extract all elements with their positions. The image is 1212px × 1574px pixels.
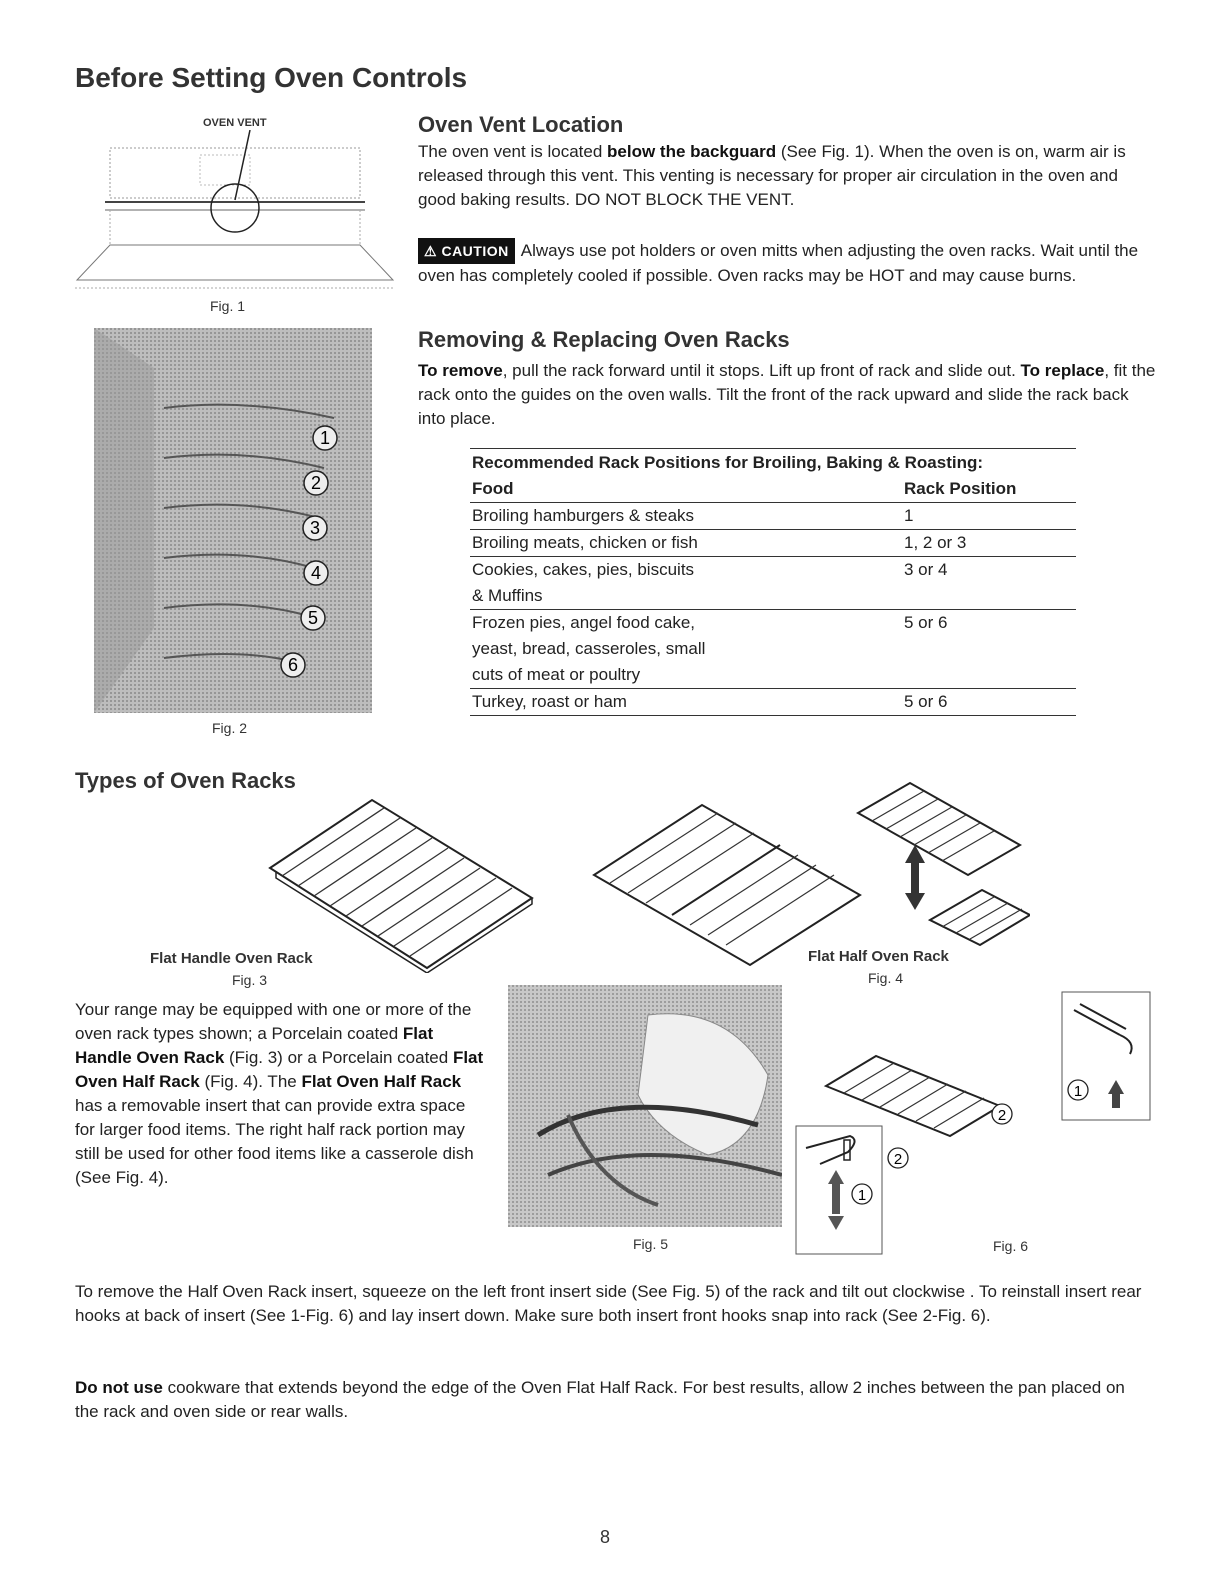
fig6-caption: Fig. 6 [993, 1238, 1029, 1254]
rack-position-1: 1 [319, 428, 331, 448]
remove-paragraph: To remove, pull the rack forward until it stops. Lift up front of rack and slide out. To replace, fit the rack onto the guides on the oven walls. Tilt the front of the rack upward and slide the rack back into place. [418, 361, 1156, 428]
fig4-caption: Fig. 4 [868, 970, 904, 986]
rack-position-2: 2 [310, 473, 322, 493]
oven-vent-label: OVEN VENT [203, 117, 267, 129]
rack-position-6: 6 [287, 655, 299, 675]
page-number: 8 [600, 1527, 611, 1547]
table-row: Turkey, roast or ham 5 or 6 [470, 689, 1076, 716]
rack-position-5: 5 [307, 608, 319, 628]
rack-types-paragraph: Your range may be equipped with one or more of the oven rack types shown; a Porcelain coated Flat Handle Oven Rack (Fig. 3) or a Porcelain coated Flat Oven Half Rack (Fig. 4). The Flat Oven Half Rack has a removable insert that can provide extra space for larger food items. The right half rack portion may still be used for other food items like a casserole dish (See Fig. 4). [75, 1000, 484, 1187]
rack-position-3: 3 [309, 518, 321, 538]
col-position-header: Rack Position [904, 479, 1017, 498]
do-not-use-paragraph: Do not use cookware that extends beyond the edge of the Oven Flat Half Rack. For best results, allow 2 inches between the pan placed on the rack and oven side or rear walls. [75, 1378, 1125, 1421]
table-title: Recommended Rack Positions for Broiling, Baking & Roasting: [470, 449, 1076, 477]
removing-heading: Removing & Replacing Oven Racks [418, 327, 790, 352]
caution-paragraph: ⚠ CAUTION Always use pot holders or oven mitts when adjusting the oven racks. Wait until the oven has completely cooled if possible. Oven racks may be HOT and may cause burns. [418, 238, 1158, 288]
vent-paragraph: The oven vent is located below the backguard (See Fig. 1). When the oven is on, warm air is released through this vent. This venting is necessary for proper air circulation in the oven and good baking results. DO NOT BLOCK THE VENT. [418, 142, 1126, 209]
page-title: Before Setting Oven Controls [75, 62, 468, 93]
table-row: Broiling hamburgers & steaks 1 [470, 503, 1076, 530]
oven-vent-figure [75, 130, 395, 295]
fig6-mark: 2 [893, 1151, 903, 1168]
caution-badge: ⚠ CAUTION [418, 238, 515, 264]
fig6-mark: 2 [997, 1107, 1007, 1124]
fig6-mark: 1 [857, 1187, 867, 1204]
table-row: Broiling meats, chicken or fish 1, 2 or 3 [470, 530, 1076, 557]
insert-removal-paragraph: To remove the Half Oven Rack insert, squeeze on the left front insert side (See Fig. 5) of the rack and tilt out clockwise . To reinstall insert rear hooks at back of insert (See 1-Fig. 6) and lay insert down. Make sure both insert front hooks snap into rack (See 2-Fig. 6). [75, 1282, 1142, 1325]
fig2-caption: Fig. 2 [212, 720, 248, 736]
rack-position-4: 4 [310, 563, 322, 583]
flat-half-rack-figure [590, 775, 1030, 975]
rack-positions-table [470, 448, 1076, 716]
fig5-caption: Fig. 5 [633, 1236, 669, 1252]
oven-rack-positions-figure [94, 328, 372, 713]
fig3-caption: Fig. 3 [232, 972, 268, 988]
fig4-label: Flat Half Oven Rack [808, 948, 949, 965]
col-food-header: Food [472, 479, 514, 498]
vent-heading: Oven Vent Location [418, 112, 624, 137]
fig3-label: Flat Handle Oven Rack [150, 950, 313, 967]
flat-handle-rack-figure [262, 798, 537, 973]
fig6-mark: 1 [1073, 1083, 1083, 1100]
table-row: Frozen pies, angel food cake, yeast, bread, casseroles, small cuts of meat or poultry 5 or 6 [470, 610, 1076, 689]
fig1-caption: Fig. 1 [210, 298, 246, 314]
remove-insert-photo [508, 985, 782, 1227]
types-heading: Types of Oven Racks [75, 768, 296, 793]
reinstall-insert-figure [790, 990, 1152, 1255]
table-row: Cookies, cakes, pies, biscuits & Muffins 3 or 4 [470, 557, 1076, 610]
